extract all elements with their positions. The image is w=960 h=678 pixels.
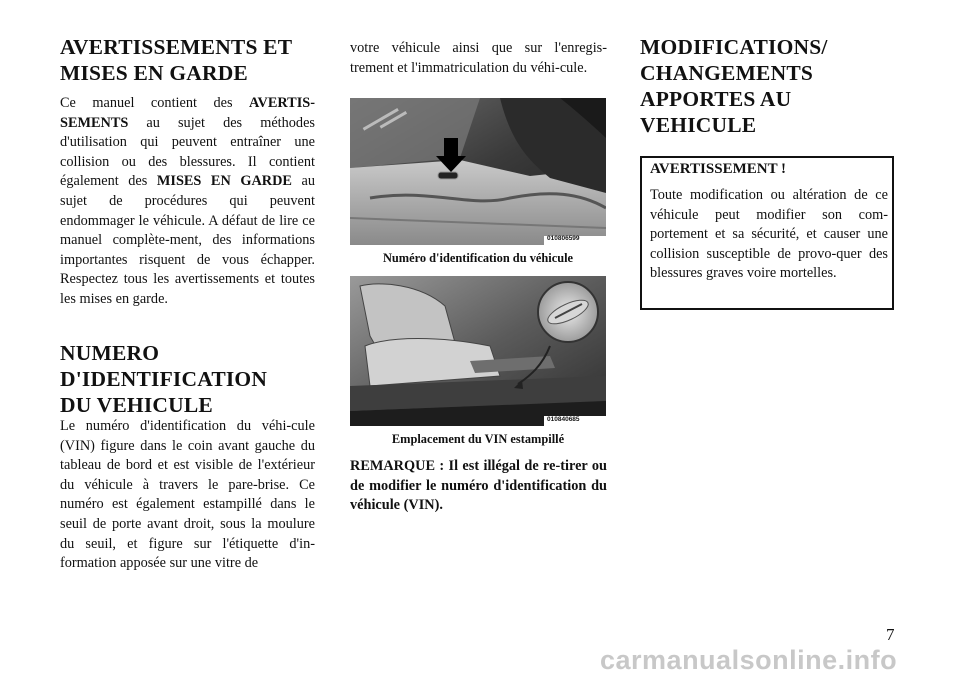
- heading-warnings: AVERTISSEMENTS ET MISES EN GARDE: [60, 35, 292, 85]
- emphasis-term: MISES EN GARDE: [156, 173, 292, 190]
- paragraph-run: au sujet des méthodes d'utilisation qui peuvent entraîner une collision ou des blessures. Il contient également des: [60, 114, 315, 190]
- heading-vin: NUMERO D'IDENTIFICATION DU VEHICULE: [60, 341, 268, 417]
- page-number: 7: [886, 625, 895, 644]
- warning-title: AVERTISSEMENT !: [650, 161, 787, 177]
- windshield-illustration: [350, 98, 606, 245]
- watermark: carmanualsonline.info: [600, 645, 898, 675]
- vin-note: REMARQUE : Il est illégal de re-tirer ou de modifier le numéro d'identification du véhicule (VIN).: [350, 458, 607, 514]
- figure2-caption: Emplacement du VIN estampillé: [391, 432, 565, 446]
- emphasis-term: AVERTIS-SEMENTS: [60, 95, 315, 131]
- warnings-paragraph: [60, 94, 315, 310]
- paragraph-run: Ce manuel contient des: [60, 95, 250, 111]
- figure-vin-stamped: [350, 276, 606, 426]
- figure1-code: 010806599: [547, 235, 580, 242]
- paragraph-run: au sujet de procédures qui peuvent endommager le véhicule. A défaut de lire ce manuel complète-ment, des informations importantes risquent de vous échapper. Respectez tous les avertissements et toutes les mises en garde.: [60, 173, 316, 307]
- door-sill-illustration: [350, 276, 606, 426]
- figure2-code: 010840685: [547, 416, 580, 423]
- figure1-caption: Numéro d'identification du véhicule: [382, 251, 574, 265]
- warning-text: Toute modification ou altération de ce véhicule peut modifier son com-portement et sa sécurité, et causer une collision susceptible de provo-quer des blessures graves voire mortelles.: [650, 187, 888, 282]
- vin-paragraph: Le numéro d'identification du véhi-cule (VIN) figure dans le coin avant gauche du tableau de bord et est visible de l'extérieur du véhicule à travers le pare-brise. Ce numéro est également estampillé dans le seuil de porte avant droit, sous la moulure du seuil, et figure sur l'étiquette d'in-formation apposée sur une vitre de: [60, 418, 315, 572]
- heading-modifications: MODIFICATIONS/ CHANGEMENTS APPORTES AU VEHICULE: [640, 35, 828, 137]
- figure-vin-windshield: [350, 98, 606, 245]
- vin-paragraph-continued: votre véhicule ainsi que sur l'enregis-trement et l'immatriculation du véhi-cule.: [350, 40, 607, 76]
- warning-box: [640, 156, 894, 310]
